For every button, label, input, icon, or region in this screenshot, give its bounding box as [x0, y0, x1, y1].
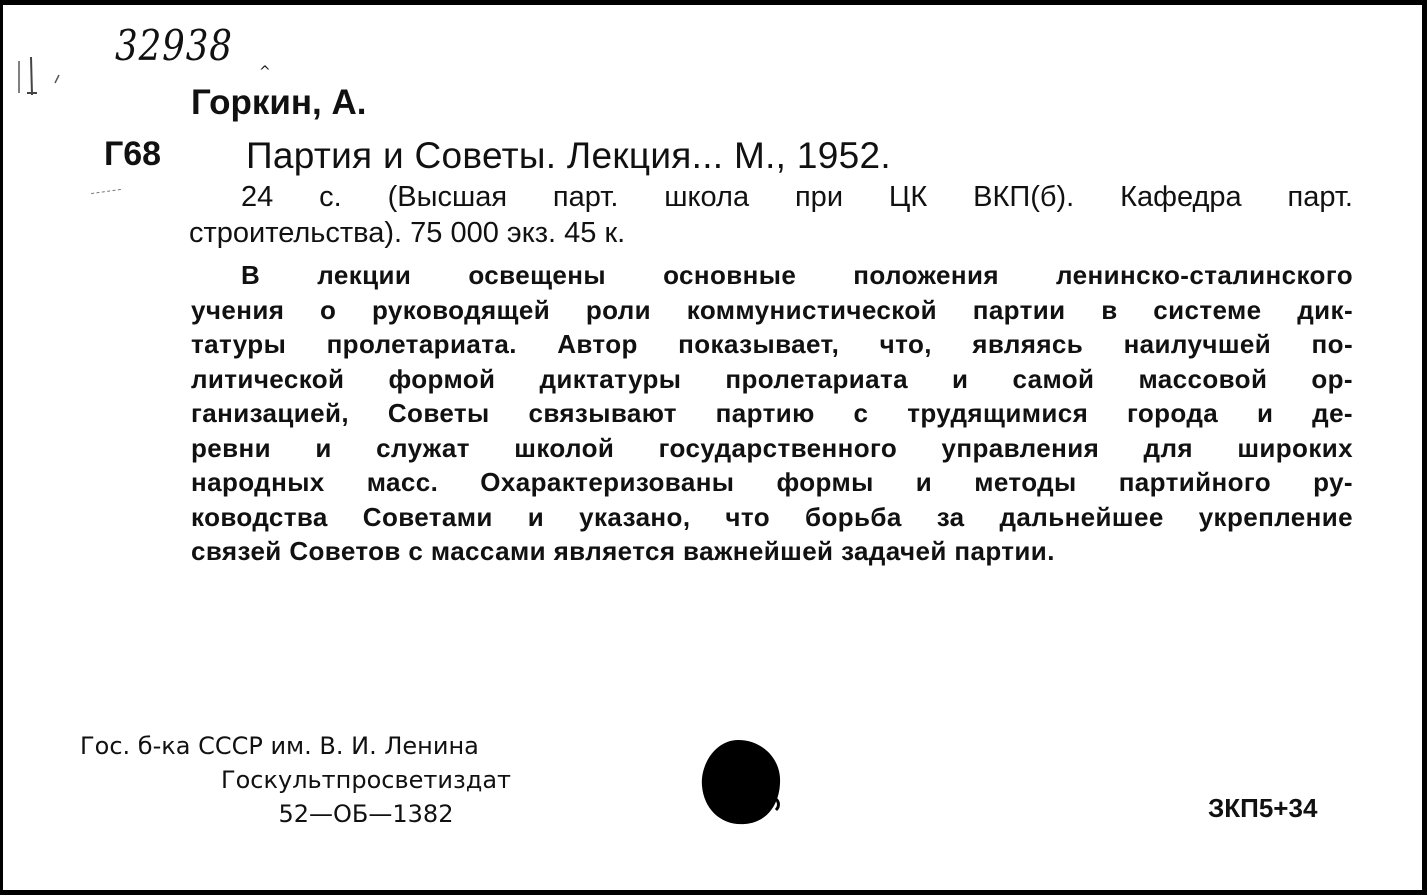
abstract-line: связей Советов с массами является важнейшей задачей партии.	[191, 536, 1055, 566]
classification-code: ЗКП5+34	[1208, 793, 1318, 823]
abstract-line: ганизацией, Советы связывают партию с трудящимися города и де-	[191, 398, 1353, 428]
library-footer	[80, 729, 652, 831]
order-code: 52—ОБ—1382	[278, 800, 454, 828]
catalog-card	[3, 5, 1422, 890]
caret-mark: ^	[259, 64, 271, 80]
imprint-line: 24 с. (Высшая парт. школа при ЦК ВКП(б). Кафедра парт.	[241, 181, 1353, 213]
call-number: Г68	[104, 135, 162, 173]
author-heading: Горкин, А.	[191, 83, 367, 122]
accession-number: 32938	[115, 21, 233, 70]
imprint-line: строительства). 75 000 экз. 45 к.	[189, 217, 626, 249]
abstract-line: татуры пролетариата. Автор показывает, что, являясь наилучшей по-	[191, 329, 1353, 359]
abstract-line: В лекции освещены основные положения ленинско-сталинского	[241, 260, 1353, 290]
publisher-name: Госкультпросветиздат	[220, 766, 511, 794]
pencil-dash	[91, 189, 121, 194]
title-line: Партия и Советы. Лекция... М., 1952.	[246, 135, 891, 176]
abstract-line: литической формой диктатуры пролетариата и самой массовой ор-	[191, 363, 1353, 394]
library-name: Гос. б-ка СССР им. В. И. Ленина	[80, 732, 479, 760]
imprint-block	[189, 179, 1353, 251]
abstract-line: ревни и служат школой государственного управления для широких	[191, 432, 1353, 463]
abstract-line: учения о руководящей роли коммунистической партии в системе дик-	[191, 294, 1353, 325]
pencil-marks	[13, 53, 73, 103]
abstract-line: народных масс. Охарактеризованы формы и методы партийного ру-	[191, 467, 1353, 497]
ink-blot	[700, 738, 781, 826]
abstract-line: ководства Советами и указано, что борьба за дальнейшее укрепление	[191, 501, 1353, 532]
abstract-block	[191, 258, 1353, 569]
